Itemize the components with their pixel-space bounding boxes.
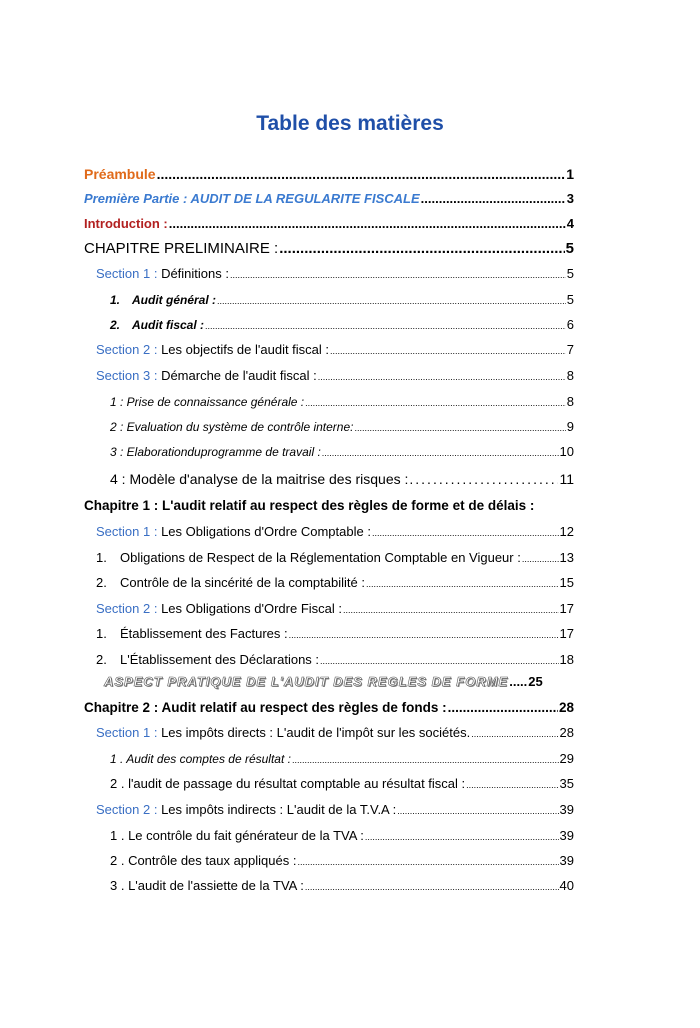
leader-dots	[217, 296, 566, 306]
toc-label: Les impôts directs : L'audit de l'impôt sur les sociétés.	[161, 725, 471, 740]
toc-page: 3	[566, 191, 574, 206]
leader-dots	[289, 630, 559, 640]
toc-label: L'Établissement des Déclarations :	[120, 652, 320, 667]
leader-dots	[157, 166, 566, 182]
toc-entry-chapitre-preliminaire[interactable]	[84, 240, 574, 257]
toc-entry-audit-comptes-resultat[interactable]	[110, 751, 574, 766]
toc-number: 1.	[96, 626, 107, 641]
toc-entry-preambule[interactable]	[84, 166, 574, 182]
leader-dots	[330, 346, 566, 356]
leader-dots	[292, 755, 559, 765]
toc-label: Introduction :	[84, 216, 168, 231]
toc-entry-section-3-demarche[interactable]	[96, 368, 574, 383]
toc-label: 4 : Modèle d'analyse de la maitrise des risques :	[110, 471, 409, 487]
toc-number: 2.	[96, 652, 107, 667]
toc-entry-fait-generateur[interactable]	[110, 828, 574, 843]
leader-dots	[305, 398, 566, 408]
toc-entry-section-1-obligations-comptable[interactable]	[96, 524, 574, 539]
toc-label: Les Obligations d'Ordre Comptable :	[161, 524, 371, 539]
toc-page: 28	[559, 725, 574, 740]
leader-dots	[354, 423, 565, 433]
toc-entry-etablissement-declarations[interactable]	[96, 652, 574, 667]
toc-label: CHAPITRE PRELIMINAIRE :	[84, 240, 279, 257]
toc-entry-premiere-partie[interactable]	[84, 191, 574, 206]
toc-label: Obligations de Respect de la Réglementation Comptable en Vigueur :	[120, 550, 521, 565]
toc-entry-respect-reglementation[interactable]	[96, 550, 574, 565]
toc-section-prefix: Section 2 :	[96, 601, 158, 616]
toc-page: 15	[559, 575, 574, 590]
toc-page: 10	[559, 444, 574, 459]
toc-label: Établissement des Factures :	[120, 626, 288, 641]
toc-entry-prise-de-connaissance[interactable]	[110, 394, 574, 409]
toc-entry-modele-analyse[interactable]	[110, 471, 574, 487]
toc-page: 17	[559, 601, 574, 616]
leader-dots	[230, 270, 566, 280]
toc-label: Préambule	[84, 166, 156, 182]
toc-label: 3 . L'audit de l'assiette de la TVA :	[110, 878, 304, 893]
toc-entry-audit-fiscal[interactable]	[110, 317, 574, 332]
toc-entry-aspect-pratique[interactable]	[104, 674, 582, 689]
toc-section-prefix: Section 1 :	[96, 524, 158, 539]
toc-entry-section-1-impots-directs[interactable]	[96, 725, 574, 740]
toc-page: 6	[566, 317, 574, 332]
toc-label: Chapitre 1 : L'audit relatif au respect des règles de forme et de délais :	[84, 498, 535, 513]
toc-page: 8	[566, 394, 574, 409]
toc-label: 2 : Evaluation du système de contrôle interne:	[110, 420, 354, 434]
toc-entry-chapitre-2[interactable]	[84, 700, 574, 715]
leader-dots	[205, 321, 566, 331]
toc-entry-chapitre-1[interactable]	[84, 498, 574, 513]
leader-dots	[365, 832, 559, 842]
page-title: Table des matières	[256, 112, 444, 135]
toc-section-prefix: Section 1 :	[96, 266, 158, 281]
toc-label: 1 : Prise de connaissance générale :	[110, 395, 305, 409]
toc-entry-elaboration-programme[interactable]	[110, 444, 574, 459]
leader-dots	[397, 806, 558, 816]
toc-label: 2 . l'audit de passage du résultat comptable au résultat fiscal :	[110, 776, 466, 791]
toc-label: 3 : Elaborationduprogramme de travail :	[110, 445, 321, 459]
leader-dots	[169, 216, 566, 231]
toc-entry-section-2-objectifs[interactable]	[96, 342, 574, 357]
toc-label: 2 . Contrôle des taux appliqués :	[110, 853, 297, 868]
toc-entry-section-2-impots-indirects[interactable]	[96, 802, 574, 817]
leader-dots	[372, 528, 559, 538]
leader-dots	[318, 372, 566, 382]
leader-dots	[409, 471, 558, 487]
leader-dots	[320, 656, 559, 666]
toc-label: 1 . Audit des comptes de résultat :	[110, 752, 291, 766]
toc-page: 8	[566, 368, 574, 383]
toc-entry-audit-general[interactable]	[110, 292, 574, 307]
toc-entry-assiette-tva[interactable]	[110, 878, 574, 893]
toc-entry-section-2-obligations-fiscal[interactable]	[96, 601, 574, 616]
toc-page: 9	[566, 419, 574, 434]
toc-page: 18	[559, 652, 574, 667]
toc-section-prefix: Section 1 :	[96, 725, 158, 740]
toc-label: ASPECT PRATIQUE DE L'AUDIT DES REGLES DE FORME	[104, 674, 509, 689]
toc-label: Les objectifs de l'audit fiscal :	[161, 342, 330, 357]
toc-label: Démarche de l'audit fiscal :	[161, 368, 317, 383]
toc-label: Contrôle de la sincérité de la comptabilité :	[120, 575, 365, 590]
toc-label: Chapitre 2 : Audit relatif au respect des règles de fonds :	[84, 700, 447, 715]
toc-page: 5	[566, 292, 574, 307]
toc-label: Première Partie : AUDIT DE LA REGULARITE FISCALE	[84, 191, 420, 206]
toc-entry-etablissement-factures[interactable]	[96, 626, 574, 641]
toc-page: 39	[559, 853, 574, 868]
toc-entry-taux-appliques[interactable]	[110, 853, 574, 868]
toc-label: Audit général :	[132, 293, 217, 307]
leader-dots	[322, 448, 559, 458]
toc-page: 11	[559, 471, 574, 487]
toc-label: Définitions :	[161, 266, 229, 281]
toc-label: 1 . Le contrôle du fait générateur de la TVA :	[110, 828, 364, 843]
toc-page: 35	[559, 776, 574, 791]
leader-dots	[343, 605, 559, 615]
toc-page: 39	[559, 828, 574, 843]
leader-dots	[297, 857, 558, 867]
leader-dots	[509, 674, 527, 689]
toc-label: Audit fiscal :	[132, 318, 205, 332]
toc-page: 40	[559, 878, 574, 893]
leader-dots	[448, 700, 558, 715]
toc-section-prefix: Section 3 :	[96, 368, 158, 383]
leader-dots	[421, 191, 566, 206]
leader-dots	[471, 729, 558, 739]
toc-section-prefix: Section 2 :	[96, 802, 158, 817]
leader-dots	[466, 780, 558, 790]
toc-number: 2.	[110, 318, 121, 332]
toc-section-prefix: Section 2 :	[96, 342, 158, 357]
leader-dots	[366, 579, 559, 589]
toc-label: Les Obligations d'Ordre Fiscal :	[161, 601, 343, 616]
toc-page: 17	[559, 626, 574, 641]
toc-number: 1.	[110, 293, 121, 307]
leader-dots	[305, 882, 559, 892]
toc-page: 29	[559, 751, 574, 766]
toc-entry-section-1-definitions[interactable]	[96, 266, 574, 281]
toc-page: 39	[559, 802, 574, 817]
toc-entry-sincerite-comptabilite[interactable]	[96, 575, 574, 590]
toc-page: 1	[566, 166, 574, 182]
leader-dots	[522, 554, 559, 564]
toc-page: 12	[559, 524, 574, 539]
toc-page: 28	[558, 700, 574, 715]
leader-dots	[279, 240, 564, 257]
toc-page: 5	[566, 266, 574, 281]
toc-page: 7	[566, 342, 574, 357]
toc-entry-passage-resultat[interactable]	[110, 776, 574, 791]
toc-number: 2.	[96, 575, 107, 590]
toc-page: 5	[565, 240, 574, 257]
toc-number: 1.	[96, 550, 107, 565]
toc-entry-introduction[interactable]	[84, 216, 574, 231]
toc-entry-evaluation-controle-interne[interactable]	[110, 419, 574, 434]
toc-page: 25	[528, 674, 543, 689]
toc-page: 4	[566, 216, 574, 231]
toc-label: Les impôts indirects : L'audit de la T.V.A :	[161, 802, 397, 817]
toc-page: 13	[559, 550, 574, 565]
